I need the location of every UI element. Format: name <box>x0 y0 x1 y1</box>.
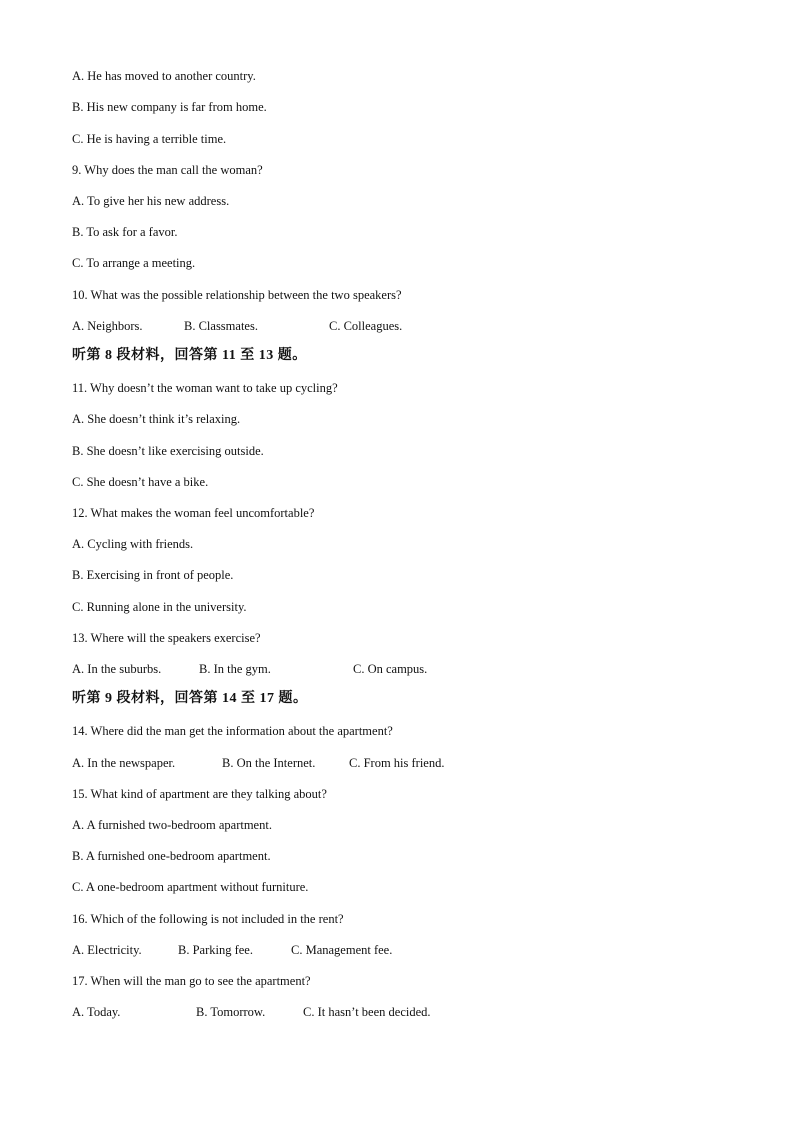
q12-option-b: B. Exercising in front of people. <box>72 568 234 582</box>
q14-option-a: A. In the newspaper. <box>72 756 176 770</box>
q16-option-a: A. Electricity. <box>72 943 142 957</box>
q14-option-c: C. From his friend. <box>349 756 445 770</box>
q12-option-c: C. Running alone in the university. <box>72 600 247 614</box>
q17-options <box>72 1004 492 1020</box>
q10-option-c: C. Colleagues. <box>329 319 403 333</box>
q15-question: 15. What kind of apartment are they talking about? <box>72 787 327 801</box>
q10-question: 10. What was the possible relationship between the two speakers? <box>72 288 402 302</box>
q15-option-c: C. A one-bedroom apartment without furniture. <box>72 880 309 894</box>
q17-option-b: B. Tomorrow. <box>196 1005 266 1019</box>
q16-question: 16. Which of the following is not included in the rent? <box>72 912 344 926</box>
q9-option-b: B. To ask for a favor. <box>72 225 178 239</box>
q12-question: 12. What makes the woman feel uncomfortable? <box>72 506 315 520</box>
q14-options <box>72 755 492 771</box>
q8-option-c: C. He is having a terrible time. <box>72 132 227 146</box>
q13-option-b: B. In the gym. <box>199 662 271 676</box>
q9-question: 9. Why does the man call the woman? <box>72 163 263 177</box>
section-8-heading: 听第 8 段材料，回答第 11 至 13 题。 <box>72 348 307 363</box>
q11-option-c: C. She doesn’t have a bike. <box>72 475 209 489</box>
q10-option-a: A. Neighbors. <box>72 319 143 333</box>
q17-option-a: A. Today. <box>72 1005 121 1019</box>
q8-option-a: A. He has moved to another country. <box>72 69 256 83</box>
q11-option-b: B. She doesn’t like exercising outside. <box>72 444 264 458</box>
q17-option-c: C. It hasn’t been decided. <box>303 1005 431 1019</box>
q9-option-a: A. To give her his new address. <box>72 194 230 208</box>
q11-question: 11. Why doesn’t the woman want to take up cycling? <box>72 381 338 395</box>
q10-options <box>72 318 472 334</box>
q15-option-b: B. A furnished one-bedroom apartment. <box>72 849 271 863</box>
q17-question: 17. When will the man go to see the apartment? <box>72 974 311 988</box>
q14-option-b: B. On the Internet. <box>222 756 316 770</box>
q13-option-c: C. On campus. <box>353 662 428 676</box>
q16-option-c: C. Management fee. <box>291 943 393 957</box>
q8-option-b: B. His new company is far from home. <box>72 100 267 114</box>
q14-question: 14. Where did the man get the information about the apartment? <box>72 724 393 738</box>
q16-options <box>72 942 472 958</box>
q10-option-b: B. Classmates. <box>184 319 258 333</box>
section-9-heading: 听第 9 段材料，回答第 14 至 17 题。 <box>72 691 308 706</box>
q13-options <box>72 661 472 677</box>
q9-option-c: C. To arrange a meeting. <box>72 256 196 270</box>
q15-option-a: A. A furnished two-bedroom apartment. <box>72 818 272 832</box>
q16-option-b: B. Parking fee. <box>178 943 253 957</box>
q11-option-a: A. She doesn’t think it’s relaxing. <box>72 412 241 426</box>
q12-option-a: A. Cycling with friends. <box>72 537 194 551</box>
q13-option-a: A. In the suburbs. <box>72 662 162 676</box>
q13-question: 13. Where will the speakers exercise? <box>72 631 261 645</box>
